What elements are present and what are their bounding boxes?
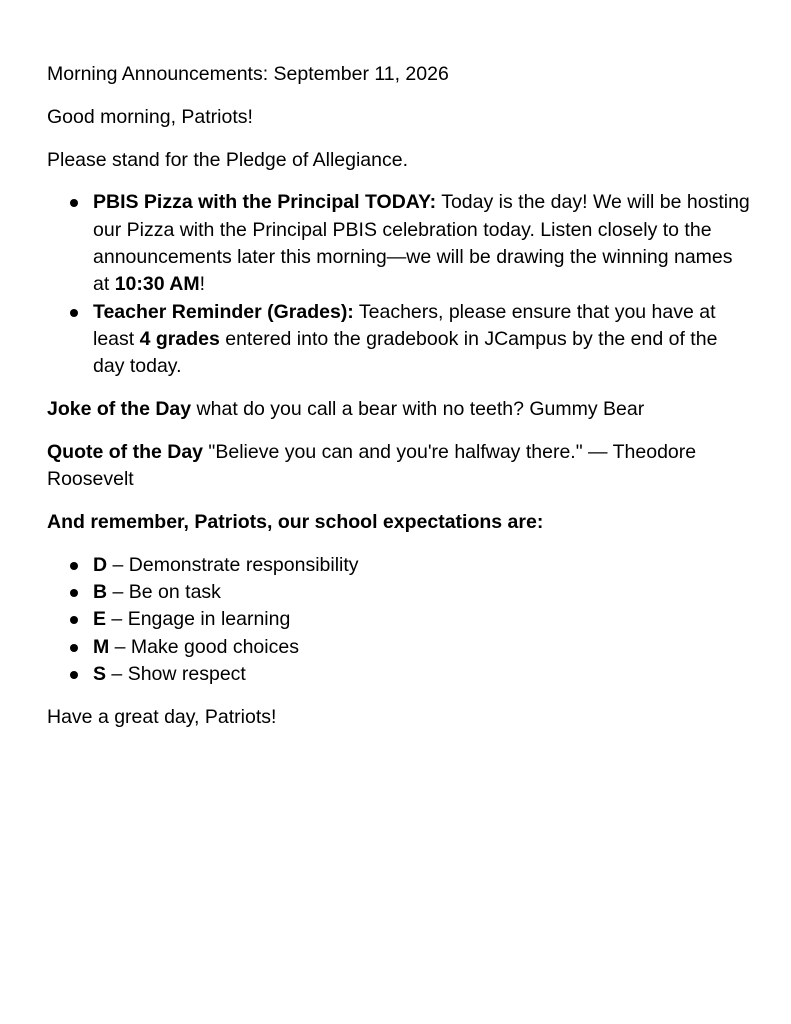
expectation-letter: D <box>93 553 108 576</box>
joke-text: what do you call a bear with no teeth? Gummy Bear <box>191 397 645 420</box>
announcement-item-pbis-pizza <box>93 189 751 298</box>
announcement-emphasis: 4 grades <box>139 327 220 350</box>
bullet-icon <box>70 589 78 597</box>
expectation-letter: B <box>93 580 108 603</box>
announcement-text-end: entered into the gradebook in JCampus by the end of the day today. <box>93 327 718 378</box>
expectation-text: – Engage in learning <box>106 608 291 631</box>
quote-label: Quote of the Day <box>47 440 204 463</box>
joke-of-the-day <box>47 396 751 423</box>
expectations-intro-text: And remember, Patriots, our school expectations are: <box>47 510 544 533</box>
announcement-label: PBIS Pizza with the Principal TODAY: <box>93 191 437 214</box>
expectation-item <box>93 579 751 606</box>
quote-text: "Believe you can and you're halfway there." — Theodore Roosevelt <box>47 440 697 491</box>
announcement-emphasis: 10:30 AM <box>114 273 200 296</box>
expectation-letter: E <box>93 608 107 631</box>
announcement-item-teacher-reminder <box>93 299 751 381</box>
announcement-text: Teachers, please ensure that you have at least <box>93 300 716 350</box>
expectations-list <box>47 552 751 688</box>
expectation-text: – Demonstrate responsibility <box>107 553 359 576</box>
expectation-text: – Make good choices <box>109 635 299 658</box>
bullet-icon <box>70 644 78 652</box>
expectation-letter: M <box>93 635 110 658</box>
bullet-icon <box>70 199 78 207</box>
expectation-item <box>93 661 751 688</box>
announcement-text-end: ! <box>199 273 206 296</box>
expectation-text: – Show respect <box>106 662 246 685</box>
quote-of-the-day <box>47 439 751 494</box>
expectation-text: – Be on task <box>107 580 221 603</box>
closing-line: Have a great day, Patriots! <box>47 705 277 728</box>
pledge-line: Please stand for the Pledge of Allegiance. <box>47 148 408 171</box>
expectation-item <box>93 634 751 661</box>
joke-label: Joke of the Day <box>47 397 192 420</box>
announcement-text: Today is the day! We will be hosting our Pizza with the Principal PBIS celebration today. Listen closely to the announcements later this morning—we will be drawing the winning names at <box>93 191 750 296</box>
bullet-icon <box>70 562 78 570</box>
bullet-icon <box>70 616 78 624</box>
announcement-label: Teacher Reminder (Grades): <box>93 300 354 323</box>
expectation-item <box>93 606 751 633</box>
expectation-letter: S <box>93 662 107 685</box>
expectations-intro <box>47 509 751 536</box>
bullet-icon <box>70 671 78 679</box>
greeting: Good morning, Patriots! <box>47 105 253 128</box>
bullet-icon <box>70 309 78 317</box>
announcement-list <box>47 189 751 380</box>
expectation-item <box>93 552 751 579</box>
document-heading: Morning Announcements: September 11, 2026 <box>47 63 449 85</box>
